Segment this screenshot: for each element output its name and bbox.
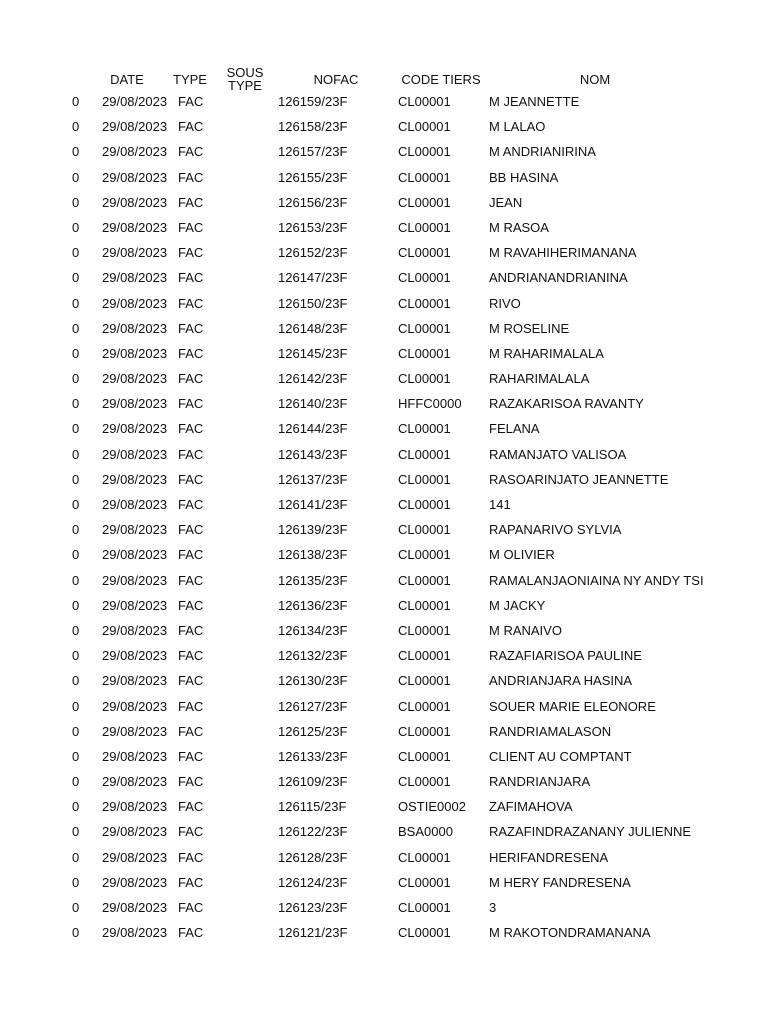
cell-date: 29/08/2023 bbox=[102, 925, 168, 941]
table-row bbox=[0, 592, 768, 617]
cell-nofac: 126141/23F bbox=[278, 497, 348, 512]
cell-type: FAC bbox=[178, 144, 204, 160]
cell-nofac: 126115/23F bbox=[278, 799, 347, 815]
cell-type: FAC bbox=[178, 622, 204, 638]
table-row bbox=[0, 390, 768, 415]
table-row bbox=[0, 189, 768, 214]
cell-date: 29/08/2023 bbox=[102, 522, 168, 538]
cell-code-tiers: CL00001 bbox=[398, 144, 451, 160]
table-row bbox=[0, 541, 768, 566]
cell-date: 29/08/2023 bbox=[102, 371, 168, 387]
cell-nom: M JACKY bbox=[489, 597, 546, 613]
cell-flag: 0 bbox=[72, 648, 80, 664]
cell-nom: M OLIVIER bbox=[489, 547, 555, 563]
cell-nom: 3 bbox=[489, 900, 497, 915]
cell-nofac: 126155/23F bbox=[278, 169, 348, 185]
cell-code-tiers: HFFC0000 bbox=[398, 396, 462, 412]
cell-type: FAC bbox=[178, 849, 204, 865]
cell-type: FAC bbox=[178, 421, 204, 437]
table-row bbox=[0, 844, 768, 869]
cell-flag: 0 bbox=[72, 345, 80, 361]
cell-date: 29/08/2023 bbox=[102, 295, 168, 311]
cell-date: 29/08/2023 bbox=[102, 597, 168, 613]
cell-nofac: 126156/23F bbox=[278, 194, 348, 210]
cell-flag: 0 bbox=[72, 925, 80, 941]
cell-type: FAC bbox=[178, 698, 204, 714]
cell-flag: 0 bbox=[72, 900, 80, 915]
cell-code-tiers: CL00001 bbox=[398, 295, 451, 311]
cell-nofac: 126144/23F bbox=[278, 421, 348, 437]
header-date: DATE bbox=[110, 71, 144, 87]
cell-date: 29/08/2023 bbox=[102, 320, 168, 336]
cell-date: 29/08/2023 bbox=[102, 245, 168, 261]
cell-date: 29/08/2023 bbox=[102, 396, 168, 412]
cell-code-tiers: CL00001 bbox=[398, 446, 451, 462]
table-row bbox=[0, 667, 768, 692]
table-row bbox=[0, 642, 768, 667]
header-sous-type-line2: TYPE bbox=[228, 78, 262, 93]
cell-type: FAC bbox=[178, 497, 204, 512]
table-row bbox=[0, 919, 768, 944]
cell-nofac: 126145/23F bbox=[278, 345, 348, 361]
cell-type: FAC bbox=[178, 94, 204, 109]
header-type: TYPE bbox=[173, 71, 207, 87]
cell-nofac: 126130/23F bbox=[278, 673, 348, 689]
cell-nom: FELANA bbox=[489, 421, 540, 437]
cell-nom: HERIFANDRESENA bbox=[489, 849, 609, 865]
cell-type: FAC bbox=[178, 648, 204, 664]
cell-flag: 0 bbox=[72, 446, 80, 462]
cell-nofac: 126158/23F bbox=[278, 119, 348, 135]
cell-code-tiers: OSTIE0002 bbox=[398, 799, 466, 815]
cell-date: 29/08/2023 bbox=[102, 849, 168, 865]
cell-flag: 0 bbox=[72, 547, 80, 563]
cell-type: FAC bbox=[178, 522, 204, 538]
table-row bbox=[0, 617, 768, 642]
cell-code-tiers: CL00001 bbox=[398, 547, 451, 563]
cell-code-tiers: CL00001 bbox=[398, 874, 451, 890]
header-sous-type-line1: SOUS bbox=[226, 65, 264, 80]
cell-nofac: 126124/23F bbox=[278, 874, 348, 890]
cell-date: 29/08/2023 bbox=[102, 622, 168, 638]
cell-code-tiers: CL00001 bbox=[398, 648, 451, 664]
cell-flag: 0 bbox=[72, 774, 80, 790]
cell-nom: BB HASINA bbox=[489, 169, 559, 185]
cell-flag: 0 bbox=[72, 396, 80, 412]
table-row bbox=[0, 239, 768, 264]
cell-date: 29/08/2023 bbox=[102, 774, 168, 790]
cell-nofac: 126159/23F bbox=[278, 94, 348, 109]
cell-nofac: 126109/23F bbox=[278, 774, 348, 790]
table-row bbox=[0, 516, 768, 541]
cell-code-tiers: CL00001 bbox=[398, 673, 451, 689]
cell-nofac: 126132/23F bbox=[278, 648, 348, 664]
cell-flag: 0 bbox=[72, 824, 80, 840]
cell-nom: M RAVAHIHERIMANANA bbox=[489, 245, 637, 261]
cell-nom: ZAFIMAHOVA bbox=[489, 799, 573, 815]
cell-code-tiers: CL00001 bbox=[398, 194, 451, 210]
cell-type: FAC bbox=[178, 572, 204, 588]
cell-flag: 0 bbox=[72, 194, 80, 210]
cell-flag: 0 bbox=[72, 320, 80, 336]
cell-code-tiers: CL00001 bbox=[398, 572, 451, 588]
cell-flag: 0 bbox=[72, 748, 80, 764]
cell-date: 29/08/2023 bbox=[102, 547, 168, 563]
cell-flag: 0 bbox=[72, 94, 80, 109]
cell-flag: 0 bbox=[72, 622, 80, 638]
cell-nofac: 126123/23F bbox=[278, 900, 348, 915]
cell-date: 29/08/2023 bbox=[102, 874, 168, 890]
cell-nom: M RANAIVO bbox=[489, 622, 562, 638]
cell-type: FAC bbox=[178, 345, 204, 361]
cell-flag: 0 bbox=[72, 295, 80, 311]
cell-type: FAC bbox=[178, 446, 204, 462]
cell-flag: 0 bbox=[72, 572, 80, 588]
cell-type: FAC bbox=[178, 925, 204, 941]
invoice-rows bbox=[0, 88, 768, 944]
cell-date: 29/08/2023 bbox=[102, 421, 168, 437]
table-row bbox=[0, 718, 768, 743]
cell-type: FAC bbox=[178, 547, 204, 563]
cell-type: FAC bbox=[178, 295, 204, 311]
cell-nofac: 126142/23F bbox=[278, 371, 348, 387]
table-row bbox=[0, 214, 768, 239]
cell-code-tiers: CL00001 bbox=[398, 622, 451, 638]
cell-nofac: 126152/23F bbox=[278, 245, 348, 261]
cell-date: 29/08/2023 bbox=[102, 471, 168, 487]
table-row bbox=[0, 138, 768, 163]
cell-flag: 0 bbox=[72, 698, 80, 714]
cell-flag: 0 bbox=[72, 119, 80, 135]
cell-date: 29/08/2023 bbox=[102, 345, 168, 361]
table-row bbox=[0, 693, 768, 718]
cell-nofac: 126133/23F bbox=[278, 748, 348, 764]
cell-date: 29/08/2023 bbox=[102, 219, 168, 235]
cell-flag: 0 bbox=[72, 522, 80, 538]
cell-code-tiers: CL00001 bbox=[398, 497, 451, 512]
cell-code-tiers: BSA0000 bbox=[398, 824, 453, 840]
cell-nofac: 126136/23F bbox=[278, 597, 348, 613]
cell-type: FAC bbox=[178, 597, 204, 613]
cell-date: 29/08/2023 bbox=[102, 144, 168, 160]
cell-code-tiers: CL00001 bbox=[398, 245, 451, 261]
cell-date: 29/08/2023 bbox=[102, 94, 168, 109]
cell-type: FAC bbox=[178, 194, 204, 210]
cell-type: FAC bbox=[178, 270, 204, 286]
cell-type: FAC bbox=[178, 774, 204, 790]
cell-nofac: 126157/23F bbox=[278, 144, 348, 160]
cell-date: 29/08/2023 bbox=[102, 169, 168, 185]
table-row bbox=[0, 743, 768, 768]
table-row bbox=[0, 818, 768, 843]
table-row bbox=[0, 768, 768, 793]
cell-type: FAC bbox=[178, 245, 204, 261]
cell-date: 29/08/2023 bbox=[102, 900, 168, 915]
cell-flag: 0 bbox=[72, 874, 80, 890]
cell-type: FAC bbox=[178, 874, 204, 890]
cell-code-tiers: CL00001 bbox=[398, 345, 451, 361]
cell-nom: RAZAKARISOA RAVANTY bbox=[489, 396, 644, 412]
header-nom: NOM bbox=[579, 71, 611, 87]
cell-nom: SOUER MARIE ELEONORE bbox=[489, 698, 656, 714]
cell-code-tiers: CL00001 bbox=[398, 219, 451, 235]
cell-flag: 0 bbox=[72, 270, 80, 286]
cell-nom: JEAN bbox=[489, 194, 523, 210]
cell-nom: RIVO bbox=[489, 295, 521, 311]
cell-nom: RAZAFIARISOA PAULINE bbox=[489, 648, 642, 664]
cell-flag: 0 bbox=[72, 673, 80, 689]
table-row bbox=[0, 415, 768, 440]
cell-flag: 0 bbox=[72, 144, 80, 160]
cell-code-tiers: CL00001 bbox=[398, 371, 451, 387]
table-row bbox=[0, 290, 768, 315]
cell-type: FAC bbox=[178, 673, 204, 689]
cell-code-tiers: CL00001 bbox=[398, 597, 451, 613]
cell-code-tiers: CL00001 bbox=[398, 119, 451, 135]
cell-nom: M ROSELINE bbox=[489, 320, 570, 336]
table-row bbox=[0, 441, 768, 466]
cell-nofac: 126138/23F bbox=[278, 547, 348, 563]
cell-nofac: 126137/23F bbox=[278, 471, 348, 487]
table-row bbox=[0, 793, 768, 818]
cell-type: FAC bbox=[178, 320, 204, 336]
cell-nom: ANDRIANJARA HASINA bbox=[489, 673, 633, 689]
cell-type: FAC bbox=[178, 900, 204, 915]
cell-nom: RANDRIAMALASON bbox=[489, 723, 612, 739]
cell-date: 29/08/2023 bbox=[102, 648, 168, 664]
cell-nofac: 126143/23F bbox=[278, 446, 348, 462]
cell-code-tiers: CL00001 bbox=[398, 94, 451, 109]
cell-type: FAC bbox=[178, 371, 204, 387]
table-row bbox=[0, 894, 768, 919]
cell-date: 29/08/2023 bbox=[102, 673, 168, 689]
cell-nofac: 126122/23F bbox=[278, 824, 348, 840]
cell-nom: RAHARIMALALA bbox=[489, 371, 590, 387]
cell-nofac: 126127/23F bbox=[278, 698, 348, 714]
table-row bbox=[0, 869, 768, 894]
table-row bbox=[0, 315, 768, 340]
cell-flag: 0 bbox=[72, 471, 80, 487]
cell-nom: M RAHARIMALALA bbox=[489, 345, 604, 361]
cell-nom: ANDRIANANDRIANINA bbox=[489, 270, 628, 286]
cell-code-tiers: CL00001 bbox=[398, 925, 451, 941]
cell-date: 29/08/2023 bbox=[102, 723, 168, 739]
cell-code-tiers: CL00001 bbox=[398, 698, 451, 714]
cell-nofac: 126140/23F bbox=[278, 396, 348, 412]
cell-code-tiers: CL00001 bbox=[398, 169, 451, 185]
cell-nom: M RASOA bbox=[489, 219, 549, 235]
cell-nom: RAPANARIVO SYLVIA bbox=[489, 522, 622, 538]
cell-nofac: 126121/23F bbox=[278, 925, 348, 941]
cell-nom: RAMANJATO VALISOA bbox=[489, 446, 627, 462]
cell-nofac: 126134/23F bbox=[278, 622, 348, 638]
cell-type: FAC bbox=[178, 799, 204, 815]
cell-nom: M LALAO bbox=[489, 119, 546, 135]
cell-nofac: 126128/23F bbox=[278, 849, 348, 865]
cell-type: FAC bbox=[178, 219, 204, 235]
cell-nofac: 126139/23F bbox=[278, 522, 348, 538]
cell-code-tiers: CL00001 bbox=[398, 320, 451, 336]
cell-date: 29/08/2023 bbox=[102, 748, 168, 764]
cell-nofac: 126135/23F bbox=[278, 572, 348, 588]
cell-nom: M ANDRIANIRINA bbox=[489, 144, 596, 160]
cell-flag: 0 bbox=[72, 169, 80, 185]
cell-code-tiers: CL00001 bbox=[398, 522, 451, 538]
cell-type: FAC bbox=[178, 169, 204, 185]
cell-code-tiers: CL00001 bbox=[398, 471, 451, 487]
cell-flag: 0 bbox=[72, 799, 80, 815]
cell-type: FAC bbox=[178, 396, 204, 412]
cell-date: 29/08/2023 bbox=[102, 799, 168, 815]
cell-type: FAC bbox=[178, 723, 204, 739]
cell-code-tiers: CL00001 bbox=[398, 748, 451, 764]
cell-date: 29/08/2023 bbox=[102, 194, 168, 210]
cell-nom: RANDRIANJARA bbox=[489, 774, 591, 790]
table-row bbox=[0, 466, 768, 491]
cell-flag: 0 bbox=[72, 849, 80, 865]
cell-flag: 0 bbox=[72, 421, 80, 437]
cell-date: 29/08/2023 bbox=[102, 572, 168, 588]
cell-code-tiers: CL00001 bbox=[398, 270, 451, 286]
cell-nofac: 126150/23F bbox=[278, 295, 348, 311]
table-row bbox=[0, 340, 768, 365]
table-row bbox=[0, 113, 768, 138]
cell-type: FAC bbox=[178, 824, 204, 840]
cell-code-tiers: CL00001 bbox=[398, 774, 451, 790]
cell-code-tiers: CL00001 bbox=[398, 421, 451, 437]
cell-nom: M JEANNETTE bbox=[489, 94, 580, 109]
cell-type: FAC bbox=[178, 119, 204, 135]
table-row bbox=[0, 365, 768, 390]
cell-nom: RAZAFINDRAZANANY JULIENNE bbox=[489, 824, 692, 840]
cell-nom: CLIENT AU COMPTANT bbox=[489, 748, 632, 764]
cell-date: 29/08/2023 bbox=[102, 270, 168, 286]
cell-flag: 0 bbox=[72, 723, 80, 739]
cell-flag: 0 bbox=[72, 371, 80, 387]
cell-nofac: 126125/23F bbox=[278, 723, 348, 739]
cell-nom: RAMALANJAONIAINA NY ANDY TSI bbox=[489, 572, 704, 588]
cell-date: 29/08/2023 bbox=[102, 119, 168, 135]
cell-code-tiers: CL00001 bbox=[398, 723, 451, 739]
table-row bbox=[0, 567, 768, 592]
cell-date: 29/08/2023 bbox=[102, 446, 168, 462]
cell-nom: 141 bbox=[489, 497, 511, 512]
cell-date: 29/08/2023 bbox=[102, 824, 168, 840]
cell-nom: M RAKOTONDRAMANANA bbox=[489, 925, 651, 941]
cell-date: 29/08/2023 bbox=[102, 497, 168, 512]
cell-nom: M HERY FANDRESENA bbox=[489, 874, 631, 890]
cell-flag: 0 bbox=[72, 597, 80, 613]
header-nofac: NOFAC bbox=[313, 71, 359, 87]
cell-code-tiers: CL00001 bbox=[398, 900, 451, 915]
cell-date: 29/08/2023 bbox=[102, 698, 168, 714]
table-row bbox=[0, 88, 768, 113]
cell-type: FAC bbox=[178, 748, 204, 764]
cell-nom: RASOARINJATO JEANNETTE bbox=[489, 471, 669, 487]
header-code-tiers: CODE TIERS bbox=[401, 71, 481, 87]
cell-nofac: 126148/23F bbox=[278, 320, 348, 336]
cell-nofac: 126153/23F bbox=[278, 219, 348, 235]
cell-type: FAC bbox=[178, 471, 204, 487]
cell-flag: 0 bbox=[72, 219, 80, 235]
table-row bbox=[0, 491, 768, 516]
table-row bbox=[0, 264, 768, 289]
table-row bbox=[0, 164, 768, 189]
cell-code-tiers: CL00001 bbox=[398, 849, 451, 865]
cell-nofac: 126147/23F bbox=[278, 270, 348, 286]
cell-flag: 0 bbox=[72, 245, 80, 261]
cell-flag: 0 bbox=[72, 497, 80, 512]
